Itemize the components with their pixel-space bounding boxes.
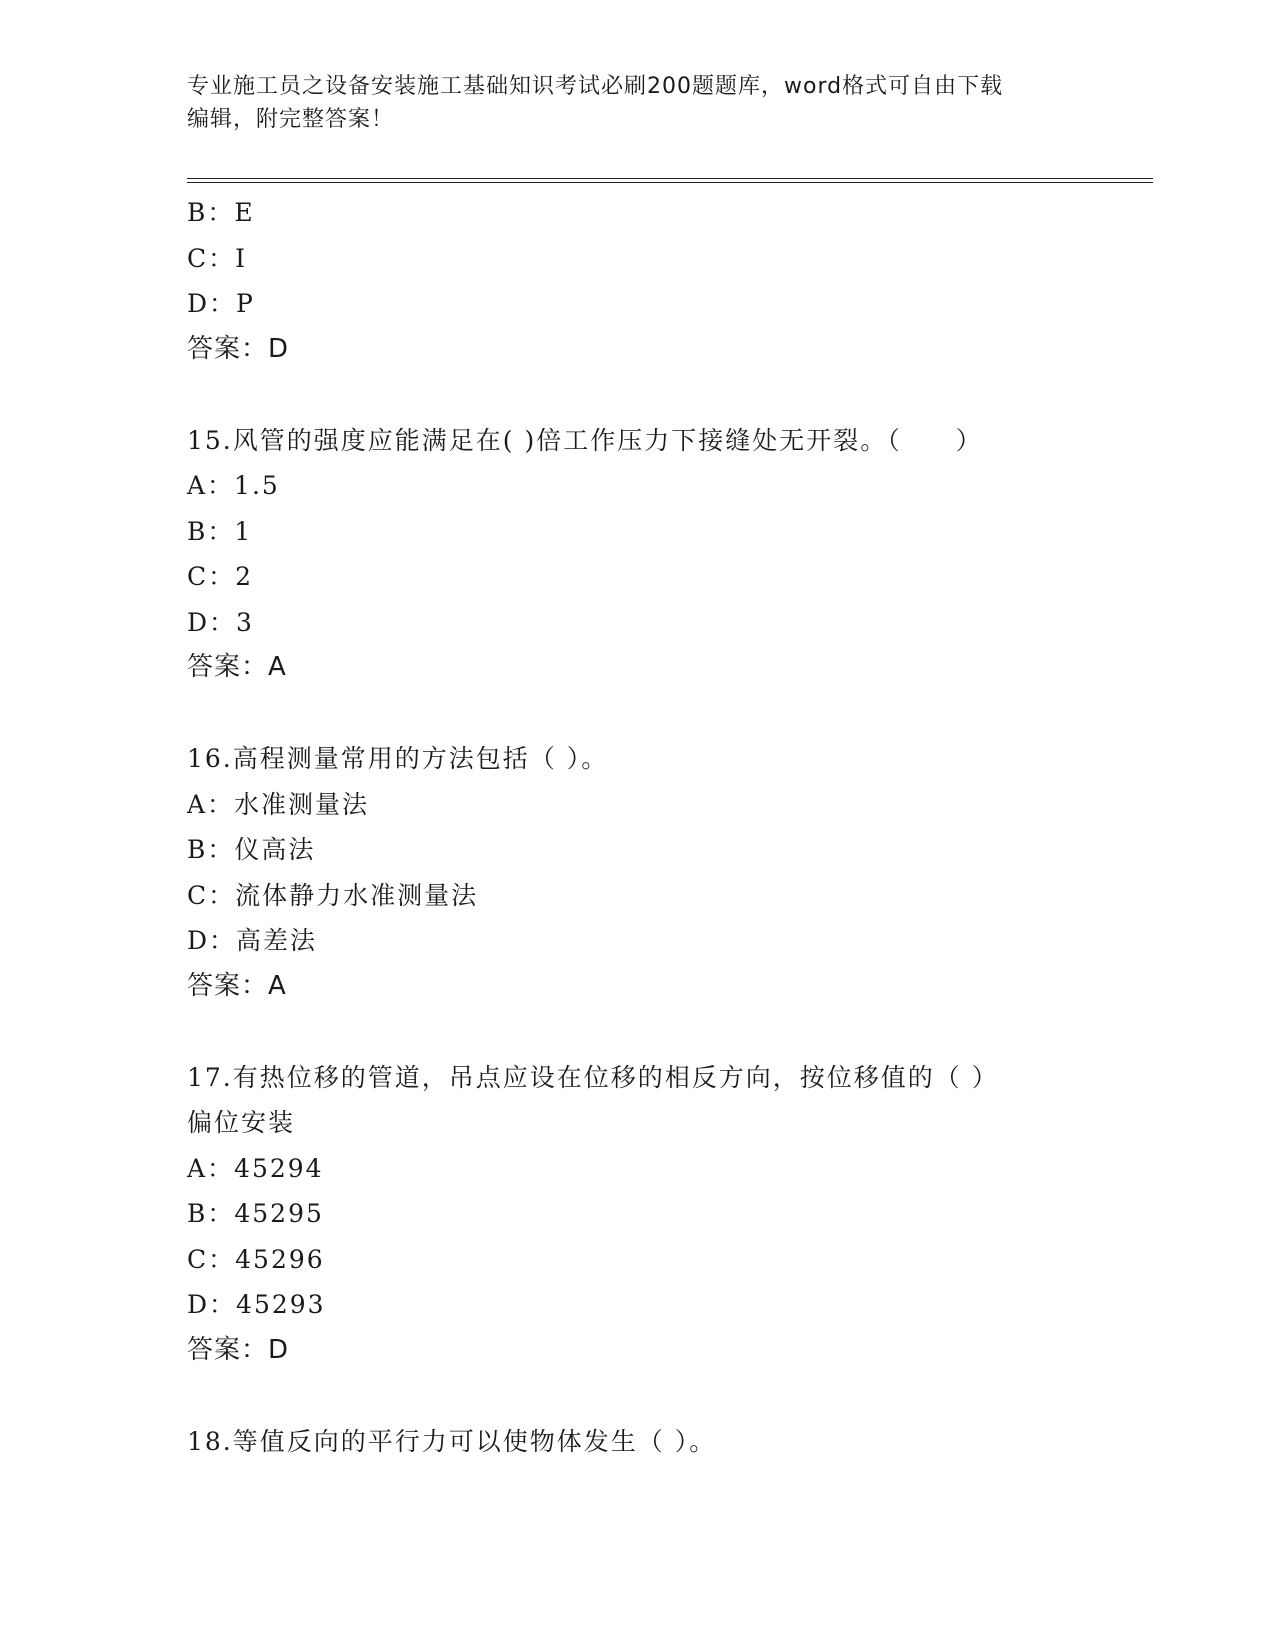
answer-label: 答案：A	[187, 970, 287, 1001]
question-17	[187, 1055, 1087, 1374]
question-list	[187, 190, 1087, 1464]
question-18	[187, 1419, 1087, 1465]
header-rule-bottom	[187, 182, 1153, 183]
question-16	[187, 736, 1087, 1009]
option-b: B：E	[187, 198, 255, 227]
spacer	[187, 691, 1087, 737]
header-title-line-1: 专业施工员之设备安装施工基础知识考试必刷200题题库，word格式可自由下载	[187, 74, 1004, 99]
option-b: B：45295	[187, 1199, 324, 1228]
option-c: C：45296	[187, 1244, 325, 1274]
question-text-line-2: 偏位安装	[187, 1108, 296, 1137]
spacer	[187, 1373, 1087, 1419]
question-text: 15.风管的强度应能满足在( )倍工作压力下接缝处无开裂。（ ）	[187, 425, 983, 455]
spacer	[187, 372, 1087, 418]
answer-label: 答案：A	[187, 652, 287, 682]
header-rule-top	[187, 178, 1153, 179]
option-a: A：水准测量法	[187, 789, 370, 819]
spacer	[187, 1009, 1087, 1055]
option-a: A：1.5	[187, 471, 280, 500]
option-d: D：3	[187, 607, 254, 637]
option-c: C：I	[187, 243, 248, 273]
option-b: B：仪高法	[187, 835, 316, 864]
answer-label: 答案：D	[187, 333, 290, 364]
option-a: A：45294	[187, 1153, 324, 1183]
question-text: 18.等值反向的平行力可以使物体发生（ ）。	[187, 1426, 717, 1456]
option-c: C：2	[187, 562, 254, 591]
question-14-tail	[187, 190, 1087, 372]
document-header	[187, 70, 1087, 136]
option-d: D：P	[187, 289, 255, 318]
question-text-line-1: 17.有热位移的管道，吊点应设在位移的相反方向，按位移值的（ ）	[187, 1062, 999, 1092]
option-c: C：流体静力水准测量法	[187, 880, 479, 910]
option-d: D：高差法	[187, 926, 318, 955]
answer-label: 答案：D	[187, 1334, 290, 1365]
question-text: 16.高程测量常用的方法包括（ ）。	[187, 744, 609, 773]
option-b: B：1	[187, 516, 253, 546]
header-title-line-2: 编辑，附完整答案！	[187, 107, 395, 132]
option-d: D：45293	[187, 1290, 326, 1319]
question-15	[187, 418, 1087, 691]
